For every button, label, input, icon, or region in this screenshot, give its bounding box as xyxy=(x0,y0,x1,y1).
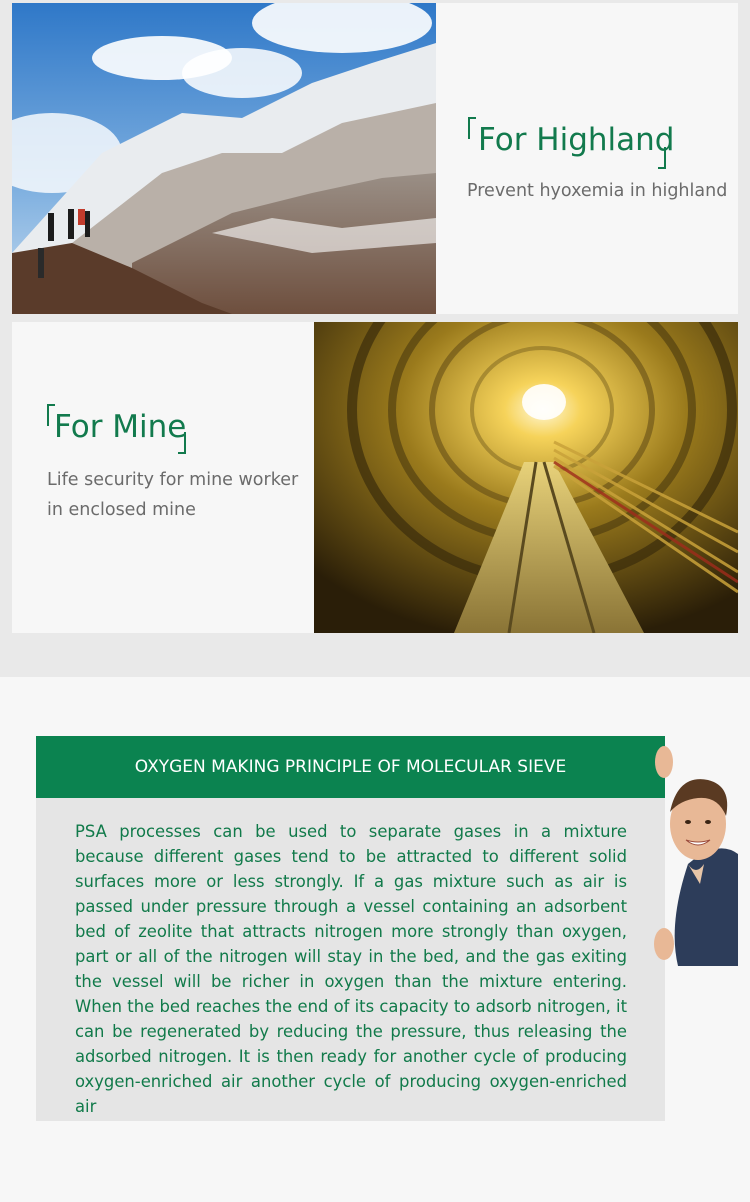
principle-panel xyxy=(36,798,665,1121)
highland-card xyxy=(436,3,738,314)
mine-title: For Mine xyxy=(54,409,187,445)
highland-description: Prevent hyoxemia in highland xyxy=(467,181,728,201)
mountain-hikers-image xyxy=(12,3,436,314)
mine-description-line2: in enclosed mine xyxy=(47,500,196,520)
mine-description-line1: Life security for mine worker xyxy=(47,470,299,490)
principle-title: OXYGEN MAKING PRINCIPLE OF MOLECULAR SIEVE xyxy=(36,736,665,798)
principle-body-text: PSA processes can be used to separate gases in a mixture because different gases tend to be attracted to different solid surfaces more or less strongly. If a gas mixture such as air is passed under pressure through a vessel containing an adsorbent bed of zeolite that attracts nitrogen more strongly than oxygen, part or all of the nitrogen will stay in the bed, and the gas exiting the vessel will be richer in oxygen than the mixture entering. When the bed reaches the end of its capacity to adsorb nitrogen, it can be regenerated by reducing the pressure, thus releasing the adsorbed nitrogen. It is then ready for another cycle of producing oxygen-enriched air another cycle of producing oxygen-enriched air xyxy=(75,822,627,1116)
mine-card xyxy=(12,322,314,633)
smiling-man-image xyxy=(648,744,738,966)
highland-title: For Highland xyxy=(478,122,675,158)
bracket-close-icon xyxy=(658,147,666,169)
bracket-close-icon xyxy=(178,432,186,454)
bracket-open-icon xyxy=(468,117,476,139)
mine-tunnel-image xyxy=(314,322,738,633)
